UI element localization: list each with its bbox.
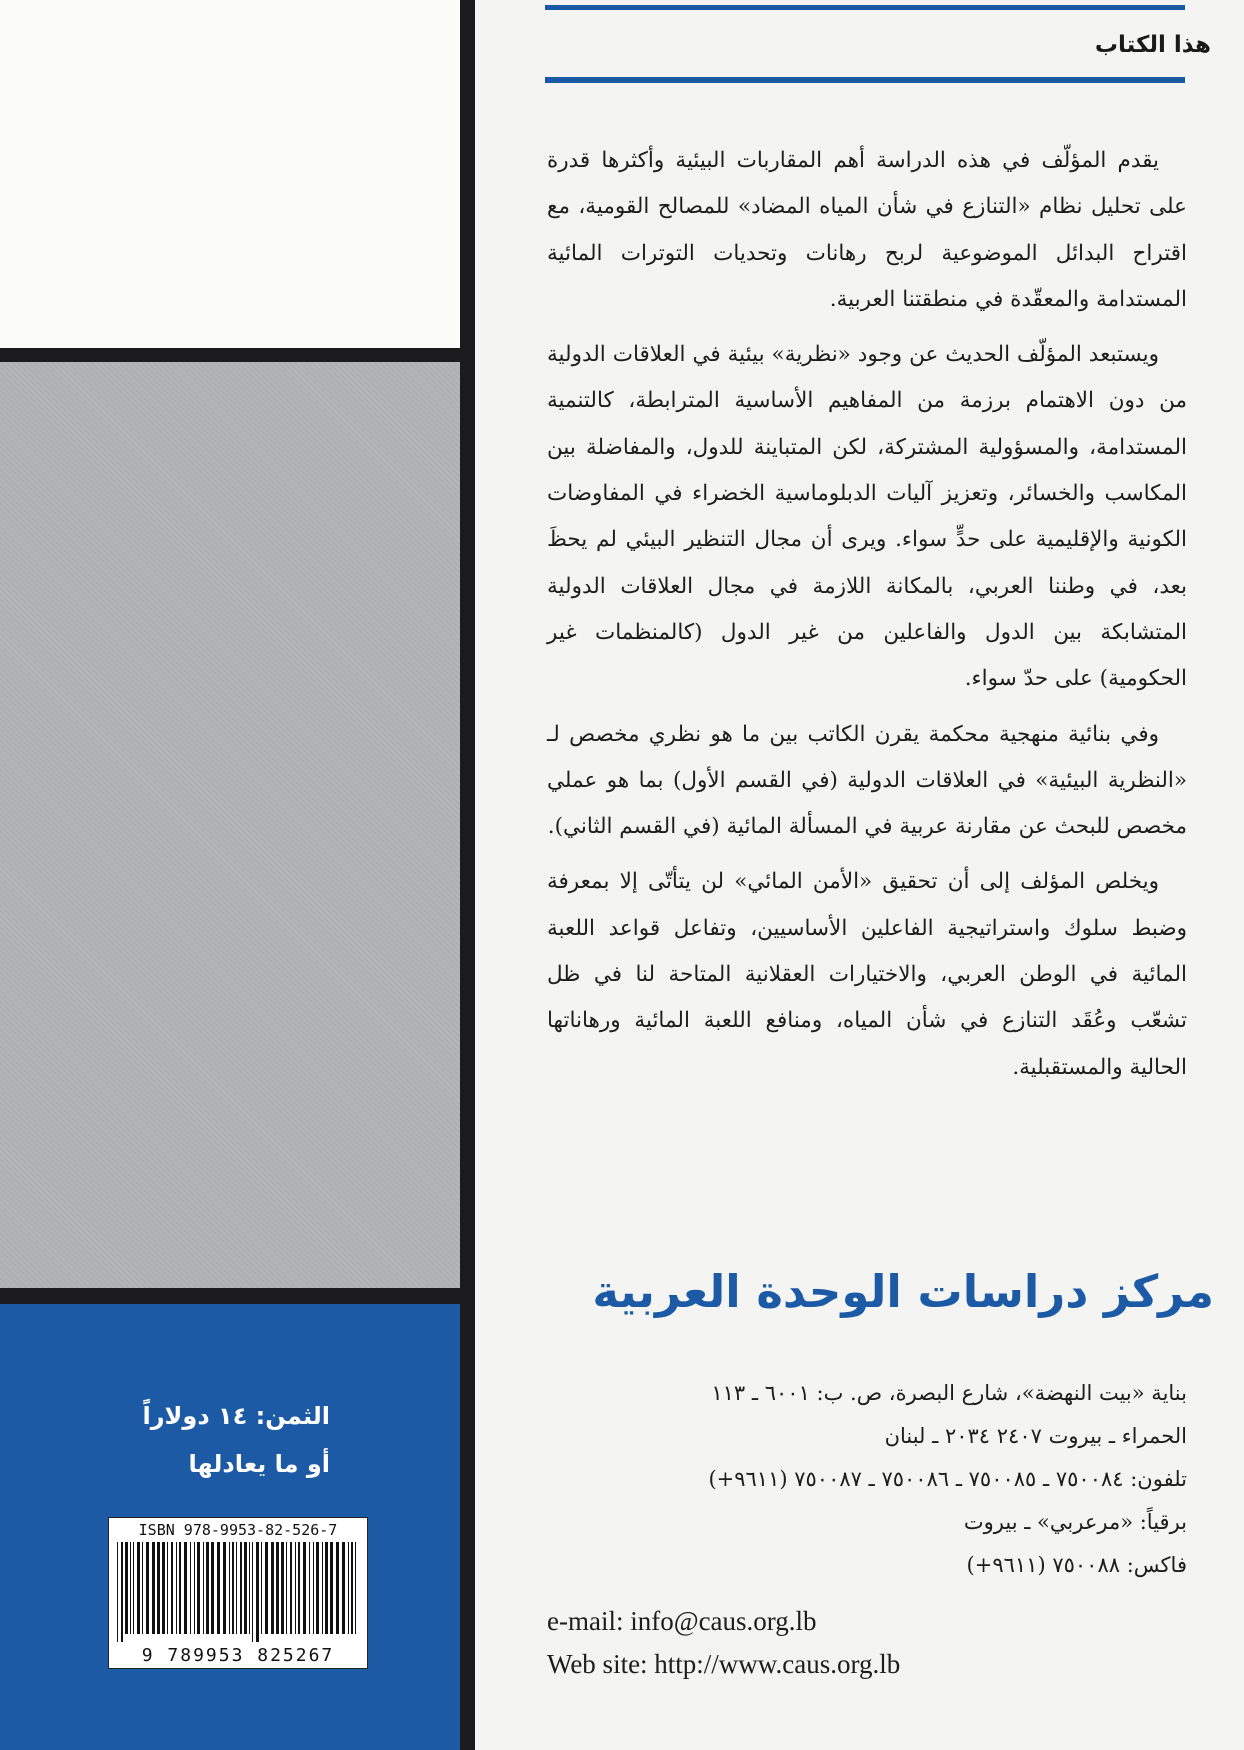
address-line: بناية «بيت النهضة»، شارع البصرة، ص. ب: ٦٠٠١ ـ ١١٣ (711, 1381, 1187, 1405)
telegram-line: برقياً: «مرعربي» ـ بيروت (963, 1510, 1187, 1534)
isbn-number: ISBN 978-9953-82-526-7 (138, 1521, 338, 1539)
address-line: الحمراء ـ بيروت ٢٤٠٧ ٢٠٣٤ ـ لبنان (884, 1424, 1187, 1448)
back-cover-text-page (475, 0, 1244, 1750)
heading-rule (545, 77, 1185, 83)
panel-divider (0, 1288, 460, 1304)
email-line: e-mail: info@caus.org.lb (547, 1606, 817, 1636)
price-equivalent: أو ما يعادلها (188, 1450, 330, 1478)
barcode-bars-icon (117, 1542, 359, 1642)
description-paragraph: وفي بنائية منهجية محكمة يقرن الكاتب بين ما هو نظري مخصص لـ «النظرية البيئية» في العلاقات الدولية (في القسم الأول) بما هو عملي مخصص للبحث عن مقارنة عربية في المسألة المائية (في القسم الثاني). (547, 721, 1187, 840)
top-rule (545, 5, 1185, 10)
description-paragraph: يقدم المؤلّف في هذه الدراسة أهم المقاربات البيئية وأكثرها قدرة على تحليل نظام «التنازع في شأن المياه المضاد» للمصالح القومية، مع اقتراح البدائل الموضوعية لربح رهانات وتحديات التوترات المائية المستدامة والمعقّدة في منطقتنا العربية. (547, 148, 1187, 312)
description-paragraph: ويخلص المؤلف إلى أن تحقيق «الأمن المائي» لن يتأتّى إلا بمعرفة وضبط سلوك واستراتيجية الفاعلين الأساسيين، وتفاعل قواعد اللعبة المائية في الوطن العربي، والاختيارات العقلانية المتاحة لنا في ظل تشعّب وعُقَد التنازع في شأن المياه، ومنافع اللعبة المائية ورهاناتها الحالية والمستقبلية. (547, 869, 1187, 1080)
publisher-name: مركز دراسات الوحدة العربية (592, 1265, 1214, 1318)
online-contact (547, 1600, 1187, 1686)
website-line: Web site: http://www.caus.org.lb (547, 1649, 901, 1679)
description-paragraph: ويستبعد المؤلّف الحديث عن وجود «نظرية» بيئية في العلاقات الدولية من دون الاهتمام برزمة من المفاهيم الأساسية المترابطة، كالتنمية المستدامة، والمسؤولية المشتركة، لكن المتباينة للدول، والمفاضلة بين المكاسب والخسائر، وتعزيز آليات الدبلوماسية الخضراء في المفاوضات الكونية والإقليمية على حدٍّ سواء. ويرى أن مجال التنظير البيئي لم يحظَ بعد، في وطننا العربي، بالمكانة اللازمة في مجال العلاقات الدولية المتشابكة بين الدول والفاعلين من غير الدول (كالمنظمات غير الحكومية) على حدّ سواء. (547, 342, 1187, 692)
phone-line: تلفون: ٧٥٠٠٨٤ ـ ٧٥٠٠٨٥ ـ ٧٥٠٠٨٦ ـ ٧٥٠٠٨٧ (٩٦١١+) (708, 1467, 1187, 1491)
spine-edge (460, 0, 475, 1750)
panel-divider (0, 348, 460, 362)
price-label: الثمن: ١٤ دولاراً (142, 1402, 330, 1430)
back-flap-blank-panel (0, 0, 460, 348)
ean-digits: 9 789953 825267 (141, 1645, 335, 1666)
fax-line: فاكس: ٧٥٠٠٨٨ (٩٦١١+) (966, 1553, 1187, 1577)
gray-texture-panel (0, 362, 460, 1288)
publisher-address (547, 1372, 1187, 1587)
book-description (547, 138, 1187, 1100)
section-heading: هذا الكتاب (1094, 32, 1211, 58)
isbn-barcode (108, 1517, 368, 1669)
